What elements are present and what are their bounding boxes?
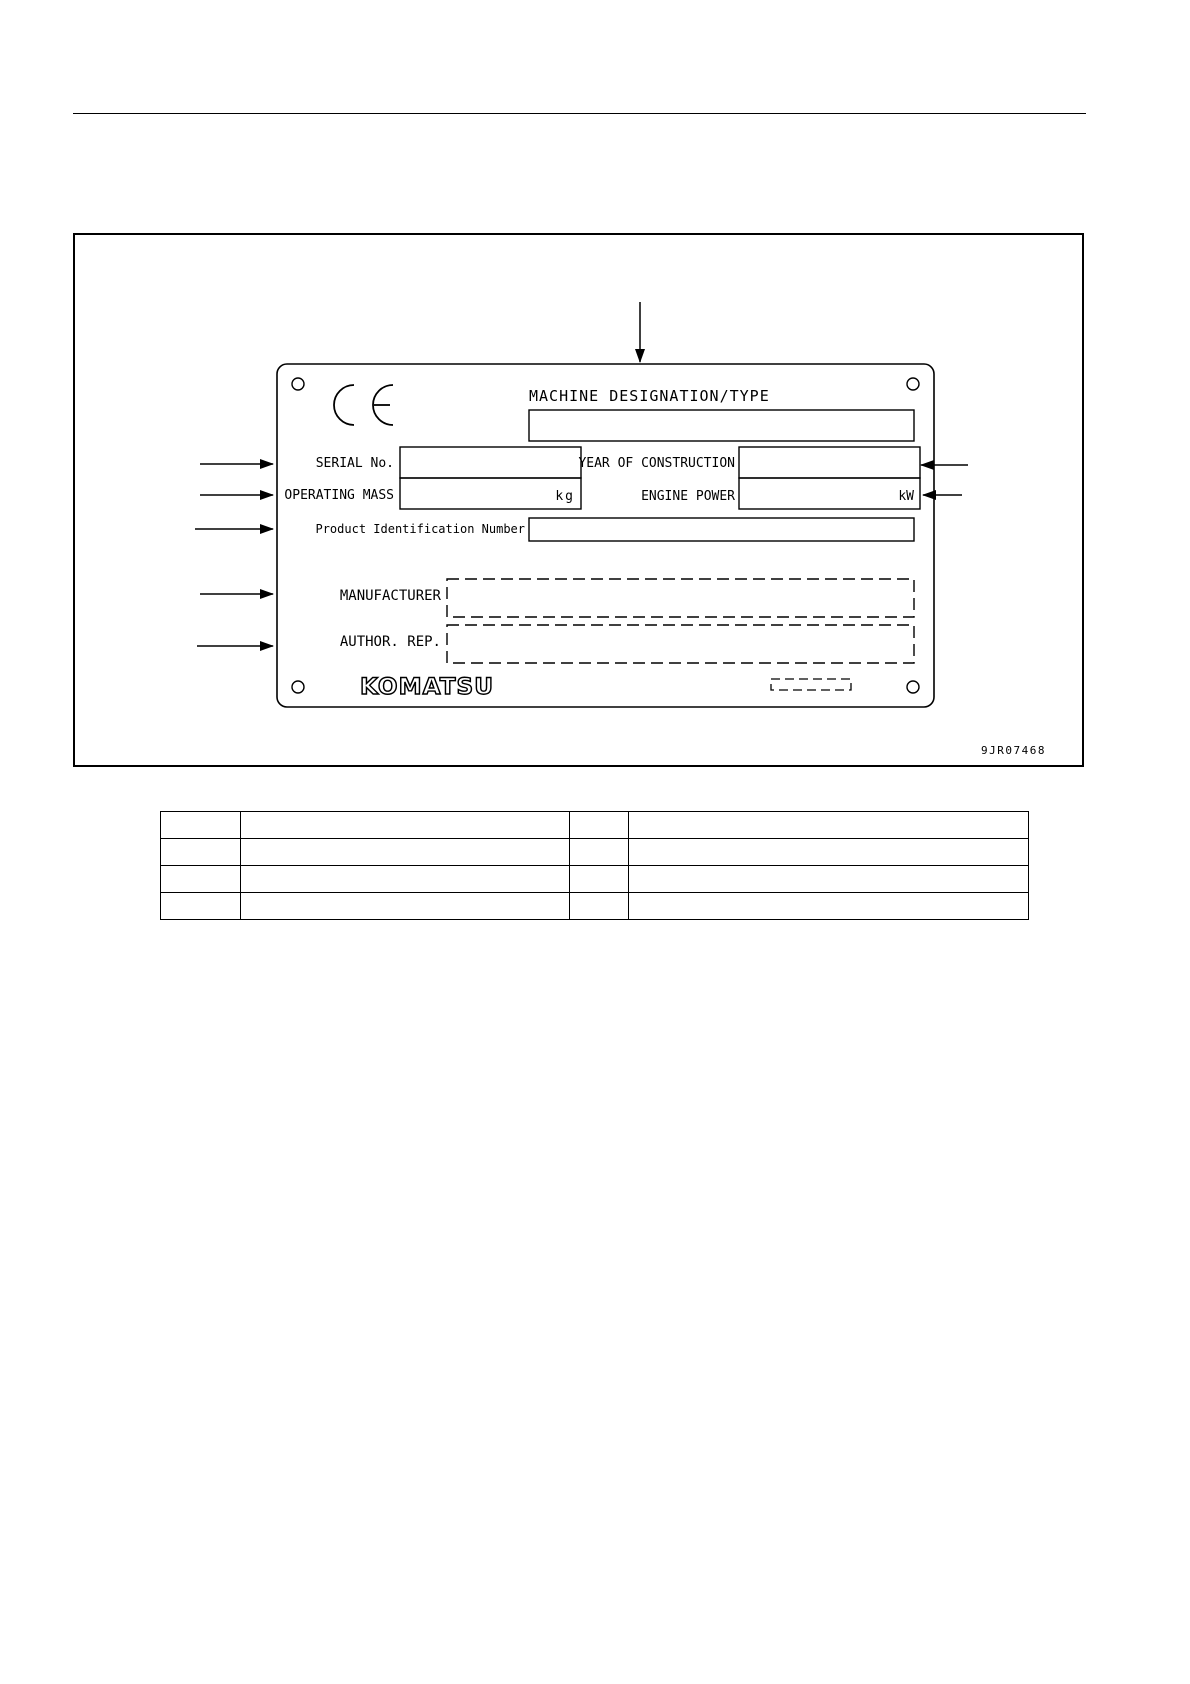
- table-cell: [241, 812, 570, 839]
- author-rep-label: AUTHOR. REP.: [339, 634, 441, 650]
- machine-designation-label: MACHINE DESIGNATION/TYPE: [529, 387, 770, 405]
- table-row: [161, 812, 1029, 839]
- table-row: [161, 866, 1029, 893]
- table-cell: [161, 866, 241, 893]
- engine-power-unit: kW: [898, 489, 914, 504]
- mounting-hole-icon: [907, 681, 919, 693]
- serial-box: [400, 447, 581, 478]
- serial-label: SERIAL No.: [315, 456, 394, 471]
- table-cell: [629, 866, 1029, 893]
- table-cell: [570, 839, 629, 866]
- plate-diagram: [75, 235, 1082, 765]
- year-label: YEAR OF CONSTRUCTION: [578, 456, 735, 471]
- mounting-hole-icon: [292, 681, 304, 693]
- operating-mass-box: [400, 478, 581, 509]
- manufacturer-label: MANUFACTURER: [339, 588, 441, 604]
- machine-designation-box: [529, 410, 914, 441]
- manufacturer-box: [447, 579, 914, 617]
- table-cell: [570, 866, 629, 893]
- table-cell: [241, 839, 570, 866]
- komatsu-logo: KOMATSU: [360, 675, 494, 700]
- header-rule: [73, 113, 1086, 114]
- table-cell: [241, 893, 570, 920]
- table-cell: [241, 866, 570, 893]
- engine-power-label: ENGINE POWER: [641, 489, 735, 504]
- table-cell: [629, 812, 1029, 839]
- table-row: [161, 893, 1029, 920]
- pin-label: Product Identification Number: [315, 522, 525, 536]
- mounting-hole-icon: [292, 378, 304, 390]
- year-box: [739, 447, 920, 478]
- table-cell: [629, 893, 1029, 920]
- operating-mass-label: OPERATING MASS: [284, 488, 394, 503]
- plate-figure: [73, 233, 1084, 767]
- table-cell: [161, 839, 241, 866]
- mounting-hole-icon: [907, 378, 919, 390]
- reference-table: [160, 811, 1029, 920]
- table-cell: [161, 812, 241, 839]
- pin-box: [529, 518, 914, 541]
- figure-code: 9JR07468: [981, 744, 1046, 757]
- table-row: [161, 839, 1029, 866]
- table-cell: [161, 893, 241, 920]
- operating-mass-unit: kg: [555, 489, 575, 504]
- table-cell: [629, 839, 1029, 866]
- plate-tag-box: [771, 679, 851, 690]
- table-cell: [570, 893, 629, 920]
- author-rep-box: [447, 625, 914, 663]
- engine-power-box: [739, 478, 920, 509]
- ce-mark-icon: [334, 385, 393, 425]
- table-cell: [570, 812, 629, 839]
